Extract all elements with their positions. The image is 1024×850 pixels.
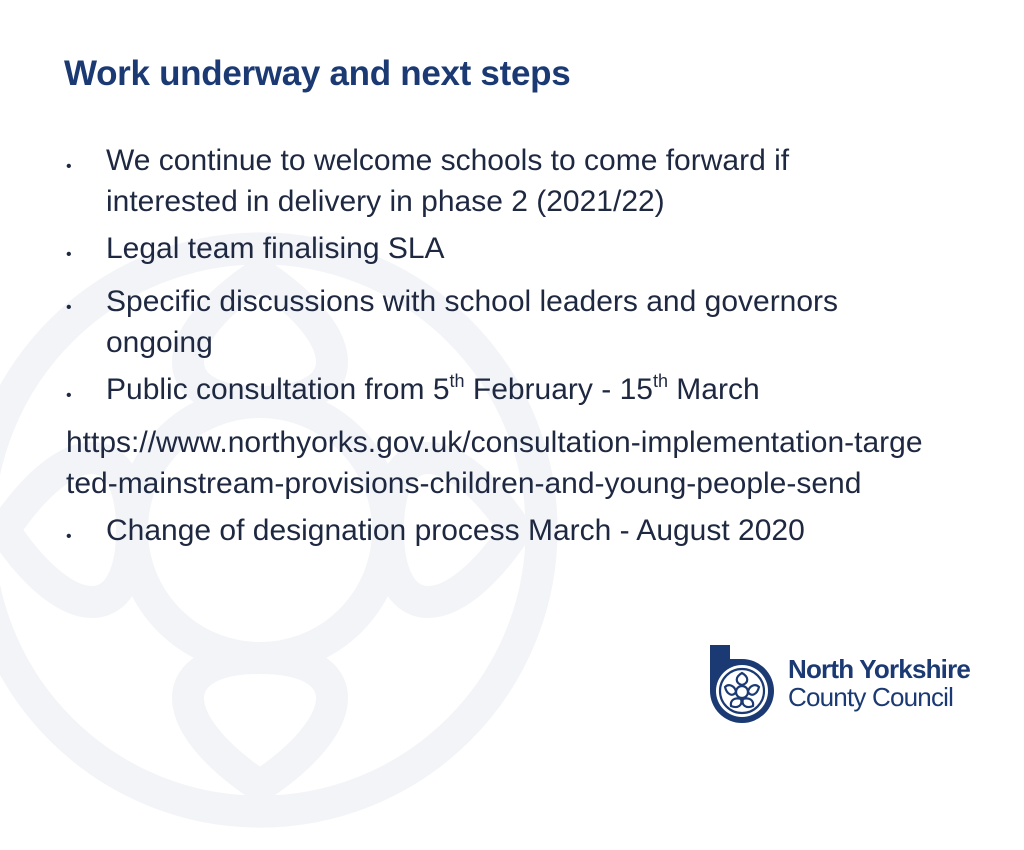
consultation-text-c: March bbox=[667, 373, 760, 406]
slide-title: Work underway and next steps bbox=[64, 54, 571, 93]
bullet-item bbox=[66, 228, 926, 275]
bullet-icon: • bbox=[66, 246, 72, 263]
consultation-text-a: Public consultation from 5 bbox=[106, 373, 450, 406]
white-rose-icon bbox=[702, 643, 782, 723]
slide-content bbox=[66, 140, 926, 563]
bullet-text: Legal team finalising SLA bbox=[106, 232, 445, 265]
bullet-item bbox=[66, 510, 926, 557]
bullet-text: We continue to welcome schools to come forward if interested in delivery in phase 2 (2021/22) bbox=[106, 144, 790, 218]
bullet-text: Specific discussions with school leaders and governors ongoing bbox=[106, 285, 839, 359]
bullet-text-consultation bbox=[106, 369, 926, 410]
consultation-url[interactable]: https://www.northyorks.gov.uk/consultation-implementation-targeted-mainstream-provisions-children-and-young-people-send bbox=[66, 426, 923, 500]
bullet-icon: • bbox=[66, 158, 72, 175]
logo-line-1: North Yorkshire bbox=[788, 654, 971, 684]
logo-line-2: County Council bbox=[788, 682, 954, 712]
bullet-item bbox=[66, 369, 926, 416]
logo-text bbox=[788, 655, 970, 711]
ordinal-suffix: th bbox=[652, 371, 668, 391]
bullet-item bbox=[66, 140, 926, 222]
ordinal-suffix: th bbox=[449, 371, 465, 391]
bullet-item bbox=[66, 281, 926, 363]
bullet-icon: • bbox=[66, 387, 72, 404]
bullet-text: Change of designation process March - August 2020 bbox=[106, 514, 805, 547]
consultation-text-b: February - 15 bbox=[464, 373, 653, 406]
bullet-icon: • bbox=[66, 299, 72, 316]
council-logo bbox=[702, 643, 992, 723]
bullet-icon: • bbox=[66, 528, 72, 545]
